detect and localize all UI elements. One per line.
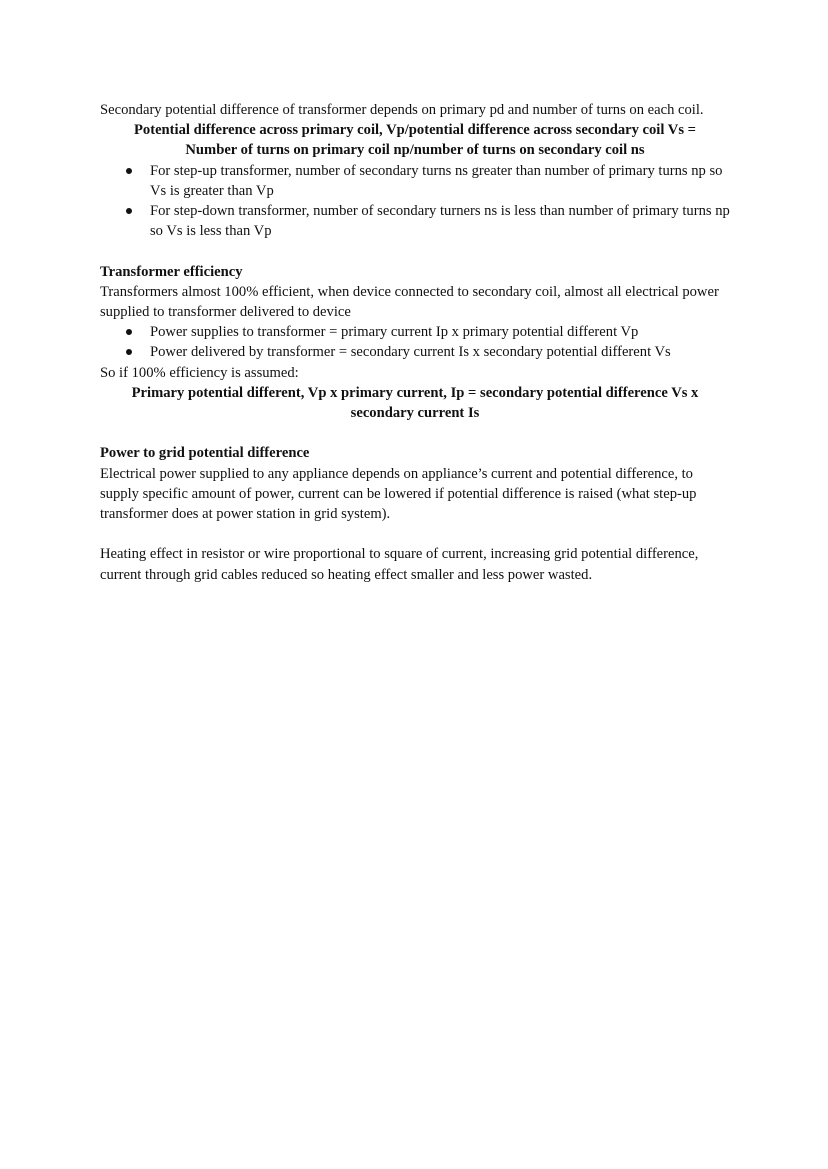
power-list (100, 322, 730, 362)
grid-paragraph-2: Heating effect in resistor or wire proportional to square of current, increasing grid potential difference, current through grid cables reduced so heating effect smaller and less power wasted. (100, 546, 699, 583)
efficiency-assumption: So if 100% efficiency is assumed: (100, 364, 299, 381)
power-formula-line-1: Primary potential different, Vp x primary current, Ip = secondary potential difference Vs x (131, 384, 699, 401)
list-item-power-supplied: Power supplies to transformer = primary current Ip x primary potential different Vp (150, 322, 730, 342)
list-item-step-down: For step-down transformer, number of secondary turners ns is less than number of primary turns np so Vs is less than Vp (150, 201, 730, 241)
document-page (100, 100, 730, 585)
ratio-formula-line-1: Potential difference across primary coil, Vp/potential difference across secondary coil Vs = (134, 122, 696, 139)
efficiency-heading: Transformer efficiency (100, 263, 243, 280)
spacer (100, 241, 730, 261)
list-item-step-up: For step-up transformer, number of secondary turns ns greater than number of primary turns np so Vs is greater than Vp (150, 161, 730, 201)
ratio-formula-line-2: Number of turns on primary coil np/number of turns on secondary coil ns (185, 142, 645, 159)
spacer (100, 524, 730, 544)
efficiency-paragraph: Transformers almost 100% efficient, when device connected to secondary coil, almost all electrical power supplied to transformer delivered to device (100, 283, 719, 321)
grid-paragraph-1: Electrical power supplied to any appliance depends on appliance’s current and potential difference, to supply specific amount of power, current can be lowered if potential difference is raised (what step-up transformer does at power station in grid system). (100, 465, 697, 523)
list-item-power-delivered: Power delivered by transformer = secondary current Is x secondary potential different Vs (150, 342, 730, 362)
intro-paragraph: Secondary potential difference of transformer depends on primary pd and number of turns on each coil. (100, 102, 704, 118)
efficiency-section (100, 262, 730, 424)
grid-section (100, 443, 730, 584)
transformer-type-list (100, 161, 730, 242)
spacer (100, 423, 730, 443)
grid-heading: Power to grid potential difference (100, 445, 310, 462)
power-formula-line-2: secondary current Is (350, 405, 480, 422)
intro-section (100, 100, 730, 241)
